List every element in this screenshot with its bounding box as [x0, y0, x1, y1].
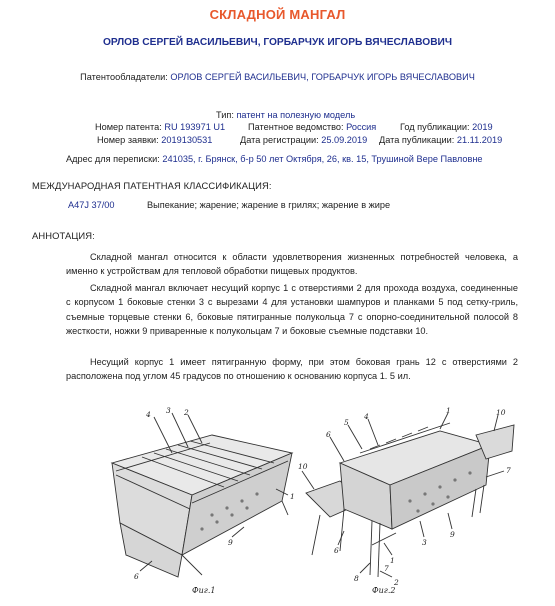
figure-2-drawing	[300, 405, 532, 601]
owner-label: Патентообладатели:	[80, 72, 168, 82]
figure-2	[300, 405, 532, 601]
ipc-description: Выпекание; жарение; жарение в грилях; жарение в жире	[147, 200, 391, 210]
fig2-label-13: 7	[384, 564, 389, 573]
application-number-label: Номер заявки:	[97, 135, 159, 145]
figure-1-drawing	[92, 405, 312, 601]
correspondence-address	[66, 154, 483, 164]
type-value: патент на полезную модель	[236, 110, 356, 120]
address-value: 241035, г. Брянск, б-р 50 лет Октября, 26, кв. 15, Трушиной Вере Павловне	[162, 154, 483, 164]
fig1-label-2: 2	[184, 408, 189, 417]
ipc-heading: МЕЖДУНАРОДНАЯ ПАТЕНТНАЯ КЛАССИФИКАЦИЯ:	[32, 180, 272, 191]
fig2-label-5: 10	[298, 462, 308, 471]
abstract-paragraph-2	[66, 281, 518, 338]
registration-date-value: 25.09.2019	[321, 135, 368, 145]
fig2-label-2: 4	[364, 412, 369, 421]
fig1-label-5: 6	[134, 572, 139, 581]
patent-office-label: Патентное ведомство:	[248, 122, 344, 132]
patent-number-value: RU 193971 U1	[164, 122, 226, 132]
patent-number-label: Номер патента:	[95, 122, 162, 132]
fig2-label-7: 8	[354, 574, 359, 583]
abstract-paragraph-3	[66, 355, 518, 384]
publication-date-label: Дата публикации:	[379, 135, 455, 145]
fig2-label-3: 1	[446, 406, 451, 415]
registration-date	[240, 135, 367, 145]
patent-number	[95, 122, 225, 132]
figure-2-caption: Фиг.2	[372, 586, 396, 595]
application-number-value: 2019130531	[161, 135, 213, 145]
abstract-text-2: Складной мангал включает несущий корпус 1 с отверстиями 2 для прохода воздуха, соединенные с корпусом 1 боковые стенки 3 с вырезами 4 для установки шампуров и планками 5 под сетку-гриль, съемные торцевые стенки 6, боковые пятигранные полукольца 7 с опорно-соединительной полосой 8 жесткости, ножки 9 приваренные к полукольцам 7 и боковые съемные подставки 10.	[66, 283, 518, 336]
authors[interactable]: ОРЛОВ СЕРГЕЙ ВАСИЛЬЕВИЧ, ГОРБАРЧУК ИГОРЬ ВЯЧЕСЛАВОВИЧ	[102, 37, 453, 48]
address-label: Адрес для переписки:	[66, 154, 160, 164]
fig1-label-4: 9	[228, 538, 233, 547]
owner-value[interactable]: ОРЛОВ СЕРГЕЙ ВАСИЛЬЕВИЧ, ГОРБАРЧУК ИГОРЬ ВЯЧЕСЛАВОВИЧ	[170, 72, 475, 82]
ipc-code[interactable]: A47J 37/00	[68, 200, 115, 210]
fig2-label-4: 10	[496, 408, 506, 417]
patent-office-value: Россия	[346, 122, 377, 132]
figure-1	[92, 405, 312, 601]
publication-year-value: 2019	[472, 122, 493, 132]
type-label: Тип:	[216, 110, 234, 120]
patent-type	[216, 110, 355, 120]
fig1-label-1: 3	[166, 406, 171, 415]
registration-date-label: Дата регистрации:	[240, 135, 319, 145]
publication-year	[400, 122, 493, 132]
fig2-label-8: 7	[506, 466, 511, 475]
fig2-label-12: 2	[394, 578, 399, 587]
fig2-label-6: 6	[334, 546, 339, 555]
application-number	[97, 135, 212, 145]
abstract-heading: АННОТАЦИЯ:	[32, 230, 95, 241]
fig2-label-0: 6	[326, 430, 331, 439]
fig2-label-9: 9	[450, 530, 455, 539]
patent-owner	[0, 72, 555, 82]
fig1-label-0: 4	[146, 410, 151, 419]
fig1-label-3: 1	[290, 492, 295, 501]
publication-date	[379, 135, 502, 145]
patent-office	[248, 122, 376, 132]
fig2-label-10: 3	[422, 538, 427, 547]
publication-year-label: Год публикации:	[400, 122, 470, 132]
abstract-text-1: Складной мангал относится к области удовлетворения жизненных потребностей человека, а именно к устройствам для тепловой обработки пищевых продуктов.	[66, 252, 518, 277]
page-title: СКЛАДНОЙ МАНГАЛ	[209, 7, 346, 22]
abstract-text-3: Несущий корпус 1 имеет пятигранную форму, при этом боковая грань 12 с отверстиями 2 расположена под углом 45 градусов по отношению к основанию корпуса 1. 5 ил.	[66, 357, 518, 382]
fig2-label-11: 1	[390, 556, 395, 565]
fig2-label-1: 5	[344, 418, 349, 427]
publication-date-value: 21.11.2019	[456, 135, 503, 145]
abstract-paragraph-1	[66, 250, 518, 279]
figure-1-caption: Фиг.1	[192, 586, 216, 595]
